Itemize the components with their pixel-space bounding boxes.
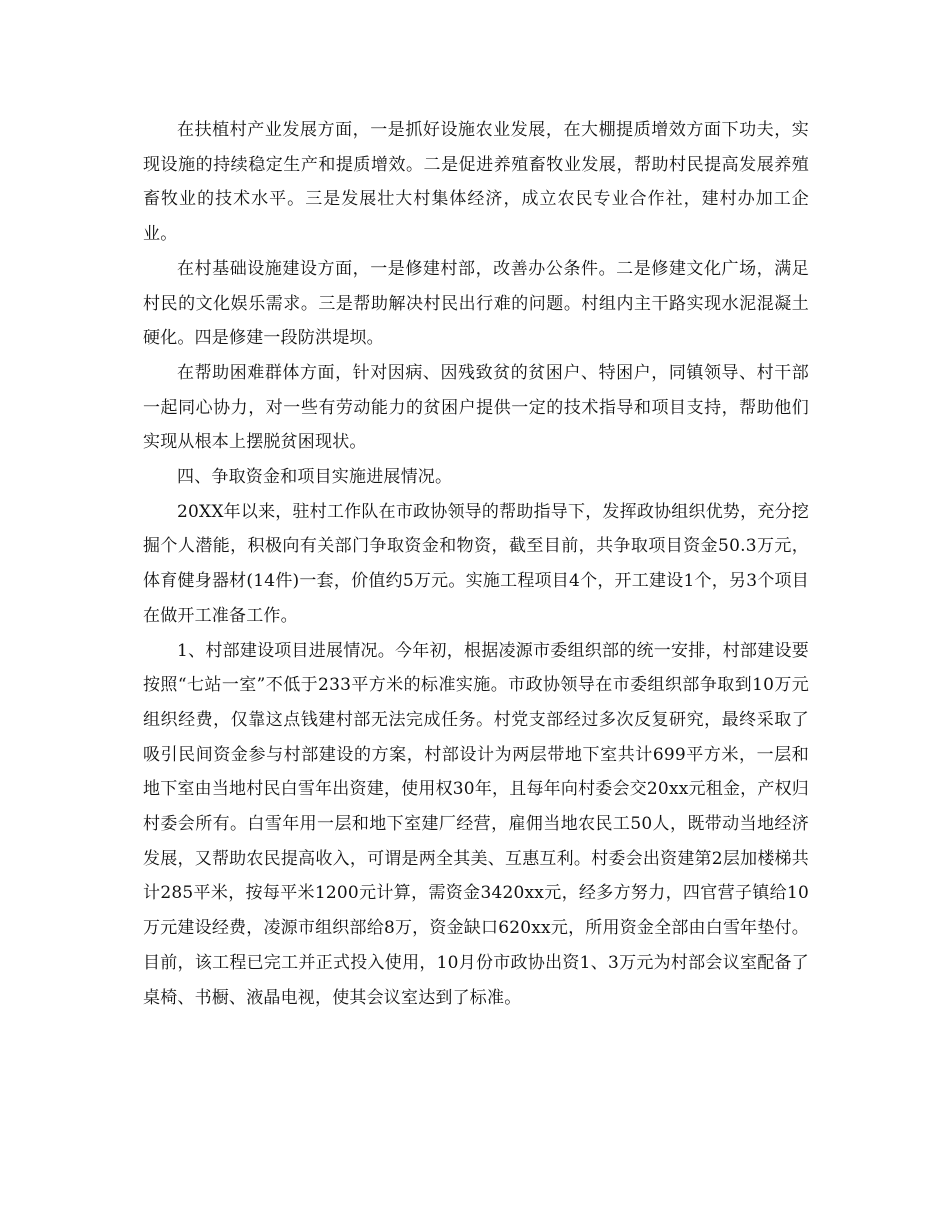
document-body [143,113,809,1015]
paragraph-village-building-project: 1、村部建设项目进展情况。今年初，根据凌源市委组织部的统一安排，村部建设要按照“七站一室”不低于233平方米的标准实施。市政协领导在市委组织部争取到10万元组织经费，仅靠这点钱建村部无法完成任务。村党支部经过多次反复研究，最终采取了吸引民间资金参与村部建设的方案，村部设计为两层带地下室共计699平方米，一层和地下室由当地村民白雪年出资建，使用权30年，且每年向村委会交20xx元租金，产权归村委会所有。白雪年用一层和地下室建厂经营，雇佣当地农民工50人，既带动当地经济发展，又帮助农民提高收入，可谓是两全其美、互惠互利。村委会出资建第2层加楼梯共计285平米，按每平米1200元计算，需资金3420xx元，经多方努力，四官营子镇给10万元建设经费，凌源市组织部给8万，资金缺口620xx元，所用资金全部由白雪年垫付。目前，该工程已完工并正式投入使用，10月份市政协出资1、3万元为村部会议室配备了桌椅、书橱、液晶电视，使其会议室达到了标准。 [143,640,809,1008]
section-heading-funding: 四、争取资金和项目实施进展情况。 [177,467,453,488]
paragraph-poverty-assistance: 在帮助困难群体方面，针对因病、因残致贫的贫困户、特困户，同镇领导、村干部一起同心协力，对一些有劳动能力的贫困户提供一定的技术指导和项目支持，帮助他们实现从根本上摆脱贫困现状。 [143,362,809,453]
paragraph-funding-summary: 20XX年以来，驻村工作队在市政协领导的帮助指导下，发挥政协组织优势，充分挖掘个人潜能，积极向有关部门争取资金和物资，截至目前，共争取项目资金50.3万元，体育健身器材(14件)一套，价值约5万元。实施工程项目4个，开工建设1个，另3个项目在做开工准备工作。 [143,501,809,626]
paragraph-industry-development: 在扶植村产业发展方面，一是抓好设施农业发展，在大棚提质增效方面下功夫，实现设施的持续稳定生产和提质增效。二是促进养殖畜牧业发展，帮助村民提高发展养殖畜牧业的技术水平。三是发展壮大村集体经济，成立农民专业合作社，建村办加工企业。 [143,120,809,245]
paragraph-infrastructure: 在村基础设施建设方面，一是修建村部，改善办公条件。二是修建文化广场，满足村民的文化娱乐需求。三是帮助解决村民出行难的问题。村组内主干路实现水泥混凝土硬化。四是修建一段防洪堤坝。 [143,258,809,349]
